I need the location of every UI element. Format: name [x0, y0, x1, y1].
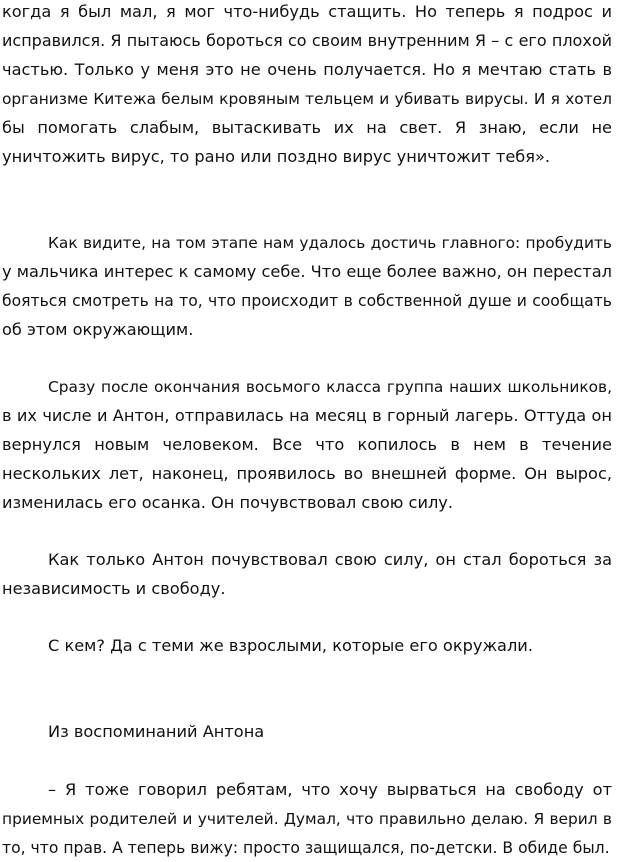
text-line: приемных родителей и учителей. Думал, что правильно делаю. Я верил в: [2, 810, 612, 828]
text-line: когда я был мал, я мог что-нибудь стащить. Но теперь я подрос и: [2, 2, 612, 21]
text-line: у мальчика интерес к самому себе. Что еще более важно, он перестал: [2, 262, 612, 281]
text-line: организме Китежа белым кровяным тельцем и убивать вирусы. И я хотел: [2, 90, 612, 108]
text-line: бояться смотреть на то, что происходит в собственной душе и сообщать: [2, 292, 612, 310]
text-line: Как только Антон почувствовал свою силу, он стал бороться за: [48, 550, 612, 569]
text-line: нескольких лет, наконец, проявилось во внешней форме. Он вырос,: [2, 464, 612, 483]
text-line: то, что прав. А теперь вижу: просто защищался, по-детски. В обиде был.: [2, 839, 610, 857]
text-line: вернулся новым человеком. Все что копилось в нем в течение: [2, 435, 612, 454]
text-line: Сразу после окончания восьмого класса группа наших школьников,: [48, 378, 612, 396]
text-line: частью. Только у меня это не очень получается. Но я мечтаю стать в: [2, 60, 612, 79]
text-line: – Я тоже говорил ребятам, что хочу вырваться на свободу от: [48, 780, 612, 799]
text-line: уничтожить вирус, то рано или поздно вирус уничтожит тебя».: [2, 147, 551, 166]
text-line: бы помогать слабым, вытаскивать их на свет. Я знаю, если не: [2, 118, 612, 137]
text-line: в их числе и Антон, отправилась на месяц в горный лагерь. Оттуда он: [2, 406, 612, 425]
text-line: об этом окружающим.: [2, 320, 194, 339]
text-line: исправился. Я пытаюсь бороться со своим внутренним Я – с его плохой: [2, 31, 612, 50]
text-line: Как видите, на том этапе нам удалось достичь главного: пробудить: [48, 234, 612, 252]
section-heading: Из воспоминаний Антона: [48, 722, 265, 741]
text-line: независимость и свободу.: [2, 579, 226, 598]
text-line: С кем? Да с теми же взрослыми, которые его окружали.: [48, 636, 533, 655]
text-line: изменилась его осанка. Он почувствовал свою силу.: [2, 493, 454, 512]
